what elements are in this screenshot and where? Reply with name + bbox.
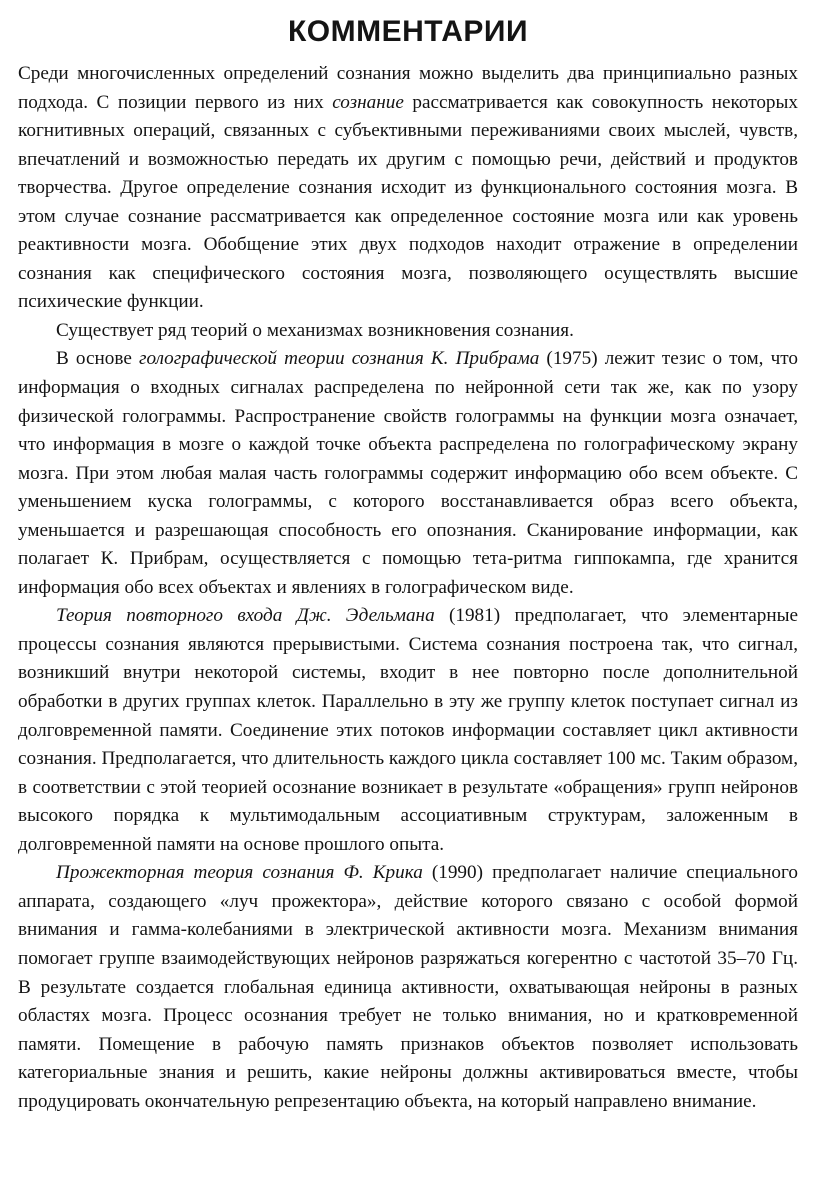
paragraph-crick-theory bbox=[18, 859, 798, 1116]
paragraph-text: (1981) предполагает, что элементарные процессы сознания являются прерывистыми. Система сознания построена так, что сигнал, возникший внутри некоторой системы, входит в нее повторно после дополнительной обработки в других группах клеток. Параллельно в эту же группу клеток поступает сигнал из долговременной памяти. Соединение этих потоков информации составляет цикл активности сознания. Предполагается, что длительность каждого цикла составляет 100 мс. Таким образом, в соответствии с этой теорией осознание возникает в результате «обращения» групп нейронов высокого порядка к мультимодальным ассоциативным структурам, заложенным в долговременной памяти на основе прошлого опыта. bbox=[18, 605, 798, 855]
theory-name: Прожекторная теория сознания Ф. Крика bbox=[56, 862, 423, 884]
theory-name: голографической теории сознания К. Прибрама bbox=[138, 348, 540, 370]
paragraph-text: рассматривается как совокупность некоторых когнитивных операций, связанных с субъективными переживаниями своих мыслей, чувств, впечатлений и возможностью передать их другим с помощью речи, действий и продуктов творчества. Другое определение сознания исходит из функционального состояния мозга. В этом случае сознание рассматривается как определенное состояние мозга или как уровень реактивности мозга. Обобщение этих двух подходов находит отражение в определении сознания как специфического состояния мозга, позволяющего осуществлять высшие психические функции. bbox=[18, 91, 799, 313]
paragraph-text: (1990) предполагает наличие специального аппарата, создающего «луч прожектора», действие которого связано с особой формой внимания и гамма-колебаниями в электрической активности мозга. Механизм внимания помогает группе взаимодействующих нейронов разряжаться когерентно с частотой 35–70 Гц. В результате создается глобальная единица активности, охватывающая нейроны в разных областях мозга. Процесс осознания требует не только внимания, но и кратковременной памяти. Помещение в рабочую память признаков объектов позволяет использовать категориальные знания и решить, какие нейроны должны активироваться вместе, чтобы продуцировать окончательную репрезентацию объекта, на который направлено внимание. bbox=[18, 862, 798, 1112]
paragraph-text: (1975) лежит тезис о том, что информация о входных сигналах распределена по нейронной сети так же, как по узору физической голограммы. Распространение свойств голограммы на функции мозга означает, что информация в мозге о каждой точке объекта распределена по голографическому экрану мозга. При этом любая малая часть голограммы содержит информацию обо всем объекте. С уменьшением куска голограммы, с которого восстанавливается образ всего объекта, уменьшается и разрешающая способность его опознания. Сканирование информации, как полагает К. Прибрам, осуществляется с помощью тета-ритма гиппокампа, где хранится информация обо всех объектах и явлениях в голографическом виде. bbox=[18, 348, 798, 598]
paragraph-definitions bbox=[18, 60, 798, 317]
paragraph-text: В основе bbox=[56, 348, 139, 370]
paragraph-edelman-theory bbox=[18, 602, 798, 859]
emphasis-term: сознание bbox=[332, 91, 404, 113]
page-title: КОММЕНТАРИИ bbox=[287, 15, 529, 48]
theory-name: Теория повторного входа Дж. Эдельмана bbox=[56, 605, 435, 627]
paragraph-theories-intro bbox=[18, 317, 798, 346]
paragraph-pribram-theory bbox=[18, 345, 798, 602]
paragraph-text: Существует ряд теорий о механизмах возникновения сознания. bbox=[56, 319, 574, 341]
paragraph-text: Среди многочисленных определений сознания можно выделить два принципиально разных подхода. С позиции первого из них bbox=[18, 63, 798, 113]
document-page bbox=[18, 14, 798, 1116]
